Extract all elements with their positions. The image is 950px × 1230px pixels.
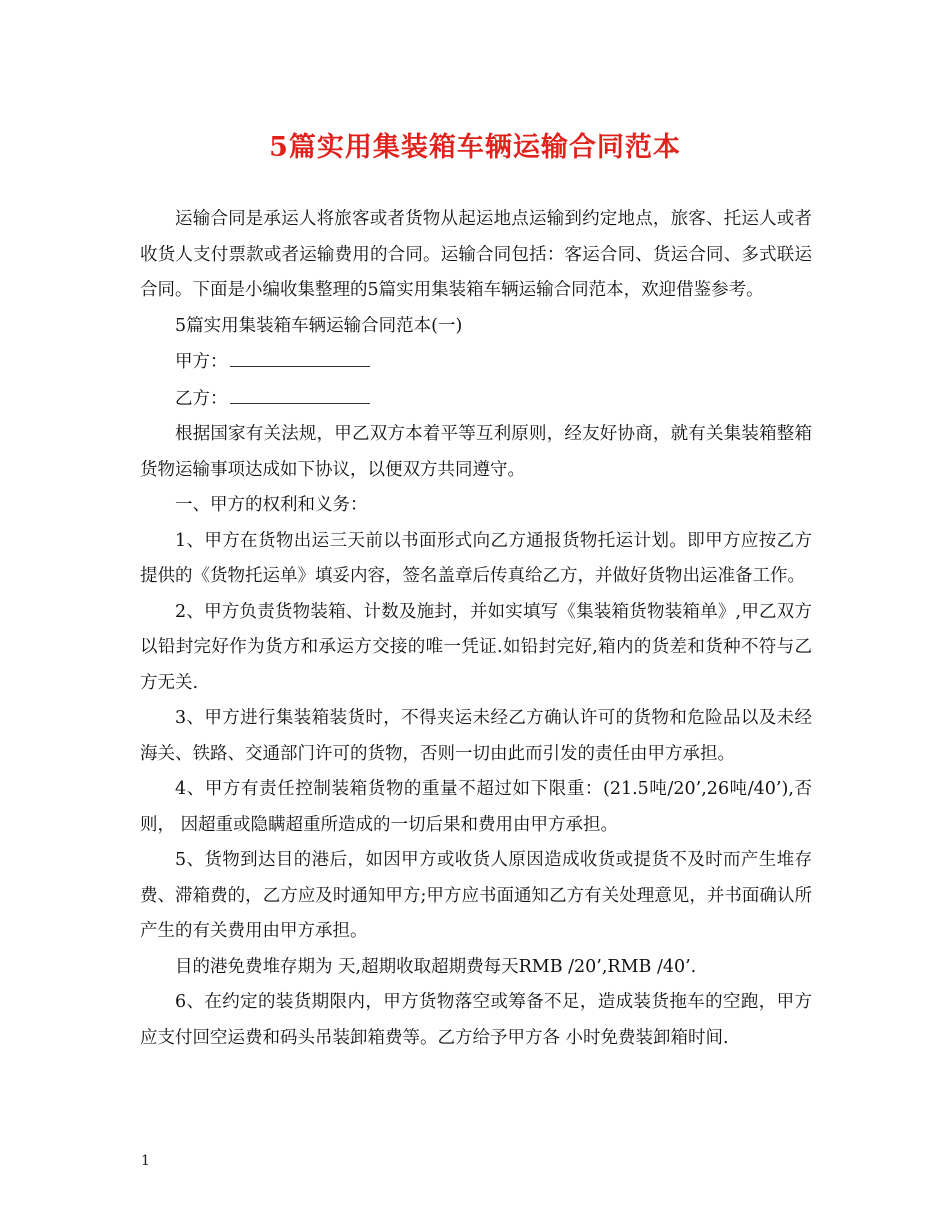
clause-1: 1、甲方在货物出运三天前以书面形式向乙方通报货物托运计划。即甲方应按乙方提供的《货物托运单》填妥内容，签名盖章后传真给乙方，并做好货物出运准备工作。 [140,530,812,586]
party-a-blank-field [230,344,370,367]
clause-2: 2、甲方负责货物装箱、计数及施封，并如实填写《集装箱货物装箱单》,甲乙双方以铅封完好作为货方和承运方交接的唯一凭证.如铅封完好,箱内的货差和货种不符与乙方无关. [140,601,812,693]
intro-paragraph: 运输合同是承运人将旅客或者货物从起运地点运输到约定地点，旅客、托运人或者收货人支付票款或者运输费用的合同。运输合同包括：客运合同、货运合同、多式联运合同。下面是小编收集整理的5篇实用集装箱车辆运输合同范本，欢迎借鉴参考。 [140,209,812,300]
party-a-label: 甲方： [175,352,228,372]
document-title: 5篇实用集装箱车辆运输合同范本 [269,132,681,163]
clause-4: 4、甲方有责任控制装箱货物的重量不超过如下限重：(21.5吨/20’,26吨/40’),否则， 因超重或隐瞒超重所造成的一切后果和费用由甲方承担。 [140,779,812,835]
clause-6: 6、在约定的装货期限内，甲方货物落空或筹备不足，造成装货拖车的空跑，甲方应支付回空运费和码头吊装卸箱费等。乙方给予甲方各 小时免费装卸箱时间. [140,992,812,1048]
preamble-paragraph: 根据国家有关法规，甲乙双方本着平等互利原则，经友好协商，就有关集装箱整箱货物运输事项达成如下协议，以便双方共同遵守。 [140,424,812,480]
clause-3: 3、甲方进行集装箱装货时，不得夹运未经乙方确认许可的货物和危险品以及未经海关、铁路、交通部门许可的货物，否则一切由此而引发的责任由甲方承担。 [140,708,812,764]
document-body [140,202,812,1056]
party-b-blank-field [230,381,370,404]
section-heading: 5篇实用集装箱车辆运输合同范本(一) [175,315,463,336]
party-a-line [140,344,812,381]
clause-heading: 一、甲方的权利和义务： [175,495,368,515]
party-b-line [140,381,812,418]
free-storage-note: 目的港免费堆存期为 天,超期收取超期费每天RMB /20’,RMB /40’. [175,956,697,977]
clause-5: 5、货物到达目的港后，如因甲方或收货人原因造成收货或提货不及时而产生堆存费、滞箱费的，乙方应及时通知甲方;甲方应书面通知乙方有关处理意见，并书面确认所产生的有关费用由甲方承担。 [140,850,812,941]
party-b-label: 乙方： [175,388,228,409]
page-number: 1 [141,1153,150,1169]
